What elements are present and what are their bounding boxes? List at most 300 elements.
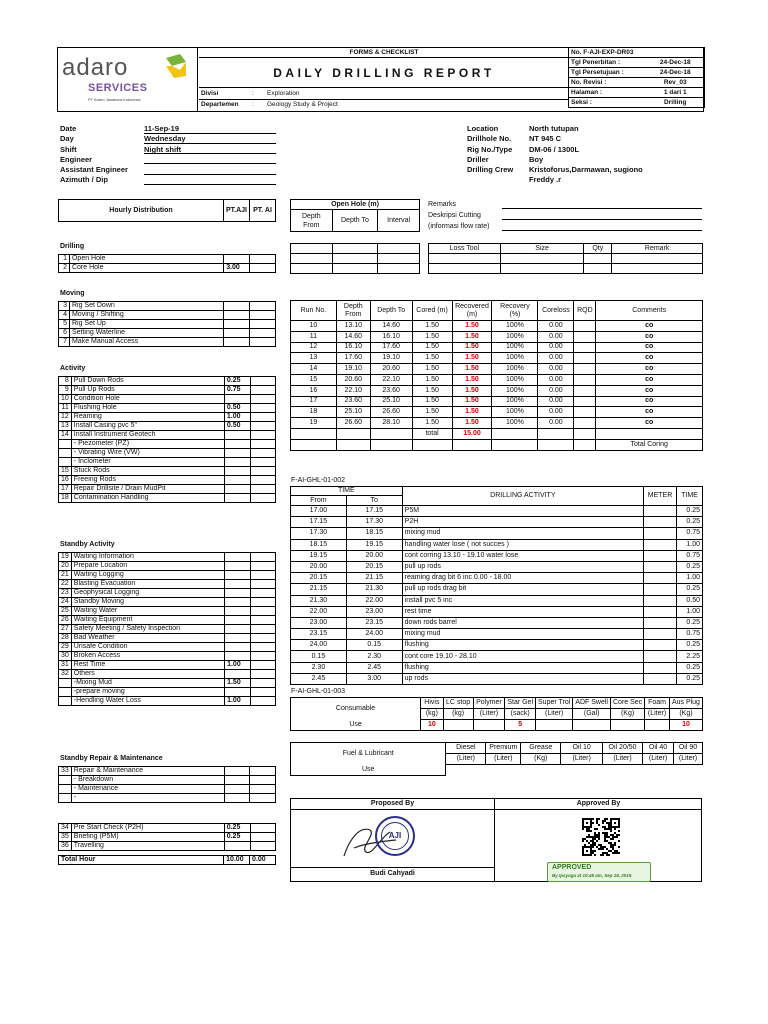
row-ai — [250, 643, 275, 652]
core-cell: 1.50 — [452, 374, 492, 385]
seal-text: AJI — [388, 831, 402, 840]
core-cell: 1.50 — [412, 353, 452, 364]
openhole-row — [291, 264, 420, 274]
hourly-col-aji: PT.AJI — [224, 200, 250, 222]
approved-by: Approved By — [576, 800, 621, 807]
consumable-value — [573, 720, 611, 731]
row-label: Broken Access — [71, 652, 224, 661]
row-number: 11 — [59, 404, 72, 413]
row-number: 16 — [59, 476, 72, 485]
core-cell: 1.50 — [412, 374, 452, 385]
row-ai — [250, 264, 276, 273]
row-ai — [250, 377, 275, 386]
fuel-unit: (Liter) — [486, 754, 521, 765]
activity-row — [291, 662, 703, 673]
meta-label: Halaman : — [569, 88, 647, 98]
company-seal-icon — [375, 816, 415, 856]
row-number — [59, 458, 72, 467]
info-row — [467, 175, 707, 185]
approved-stamp-label: APPROVED — [552, 864, 592, 871]
core-row — [291, 418, 703, 429]
row-aji — [224, 329, 250, 338]
core-cell: 18 — [291, 407, 337, 418]
openhole-interval: Interval — [378, 210, 420, 232]
core-row — [291, 353, 703, 364]
row-label: - Piezometer (PZ) — [71, 440, 224, 449]
row-number: 12 — [59, 413, 72, 422]
core-cell: 26.60 — [336, 418, 370, 429]
proposed-by: Proposed By — [370, 800, 415, 807]
row-ai — [250, 458, 275, 467]
openhole-rows — [290, 243, 420, 274]
core-cell: 17 — [291, 396, 337, 407]
row-number: 20 — [59, 562, 72, 571]
core-cell — [574, 364, 596, 375]
hourly-row — [59, 824, 276, 833]
core-cell: 1.50 — [412, 342, 452, 353]
row-number — [59, 688, 72, 697]
core-cell: 12 — [291, 342, 337, 353]
consumable-item: Aus Plug — [669, 698, 702, 709]
core-cell — [574, 418, 596, 429]
hourly-header — [58, 199, 276, 222]
row-aji — [224, 776, 250, 785]
info-label: Location — [467, 124, 499, 133]
row-aji — [224, 320, 250, 329]
row-ai — [250, 634, 275, 643]
row-number: 27 — [59, 625, 72, 634]
loss-tool-row — [429, 254, 703, 264]
row-aji: 0.25 — [224, 833, 250, 842]
row-ai — [250, 422, 275, 431]
row-ai — [250, 494, 275, 503]
activity-meter — [644, 606, 677, 617]
activity-from: 21.30 — [291, 595, 347, 606]
row-aji — [225, 571, 251, 580]
section-moving: Moving — [60, 290, 85, 297]
row-aji: 1.00 — [224, 413, 250, 422]
consumable-item: Foam — [645, 698, 670, 709]
consumable-items-row — [291, 698, 703, 709]
row-aji — [225, 643, 251, 652]
activity-time: 0.25 — [677, 617, 703, 628]
hourly-row — [59, 377, 276, 386]
activity-desc: cont core 19.10 - 28.10 — [402, 651, 643, 662]
activity-time: 0.25 — [677, 584, 703, 595]
core-cell — [574, 396, 596, 407]
activity-time: 0.75 — [677, 629, 703, 640]
activity-timecol-header: TIME — [677, 487, 703, 506]
core-cell: 13 — [291, 353, 337, 364]
activity-time: 1.00 — [677, 606, 703, 617]
consumable-unit: (kg) — [421, 709, 444, 720]
total-hour-table — [58, 855, 276, 865]
logo — [58, 48, 198, 111]
core-cell: 1.50 — [452, 407, 492, 418]
row-label: Briefing (P5M) — [71, 833, 224, 842]
row-label: Standby Moving — [71, 598, 224, 607]
row-label: Safety Meeting / Safety Inspection — [71, 625, 224, 634]
total-hour-label: Total Hour — [59, 855, 224, 864]
activity-time: 0.25 — [677, 506, 703, 517]
qr-code-icon — [582, 818, 620, 856]
fuel-table — [290, 742, 703, 776]
core-cell: co — [596, 385, 703, 396]
row-ai — [250, 311, 276, 320]
core-cell: 10 — [291, 321, 337, 332]
row-number: 31 — [59, 661, 72, 670]
core-cell: 1.50 — [452, 321, 492, 332]
row-label: Reaming — [71, 413, 224, 422]
activity-row — [291, 584, 703, 595]
activity-meter — [644, 662, 677, 673]
row-label: - Inclometer — [71, 458, 224, 467]
consumable-value: 5 — [505, 720, 536, 731]
hourly-row — [59, 413, 276, 422]
row-number: 9 — [59, 386, 72, 395]
hourly-row — [59, 598, 276, 607]
row-aji — [224, 395, 250, 404]
openhole-row — [291, 254, 420, 264]
activity-title: DRILLING ACTIVITY — [402, 487, 643, 506]
hourly-row — [59, 395, 276, 404]
row-number: 4 — [59, 311, 70, 320]
core-cell: 19 — [291, 418, 337, 429]
row-ai — [250, 413, 275, 422]
core-cell: 1.50 — [412, 396, 452, 407]
row-number: 25 — [59, 607, 72, 616]
activity-to: 23.00 — [346, 606, 402, 617]
core-header-col: Recovered (m) — [452, 301, 492, 321]
hourly-row — [59, 329, 276, 338]
row-label: -Mixing Mud — [71, 679, 224, 688]
row-number: 28 — [59, 634, 72, 643]
loss-tool-col: Size — [500, 244, 584, 254]
activity-meter — [644, 651, 677, 662]
consumable-table — [290, 697, 703, 731]
activity-meter — [644, 561, 677, 572]
activity-row — [291, 651, 703, 662]
row-label: -prepare moving — [71, 688, 224, 697]
fuel-use-label: Use — [291, 765, 446, 776]
row-ai — [250, 302, 276, 311]
row-ai — [250, 431, 275, 440]
hourly-row — [59, 643, 276, 652]
total-hour-aji: 10.00 — [224, 855, 250, 864]
row-number: 18 — [59, 494, 72, 503]
row-aji — [224, 485, 250, 494]
meta-row — [569, 68, 705, 78]
core-row — [291, 407, 703, 418]
row-label: Pull Down Rods — [71, 377, 224, 386]
row-label: Prepare Location — [71, 562, 224, 571]
loss-tool-table — [428, 243, 703, 274]
hourly-row — [59, 842, 276, 851]
activity-from: 18.15 — [291, 539, 347, 550]
fuel-item: Diesel — [446, 743, 486, 754]
consumable-item: Core Sec — [611, 698, 645, 709]
core-header-col: RQD — [574, 301, 596, 321]
openhole-depth-to: Depth To — [332, 210, 378, 232]
row-aji — [224, 302, 250, 311]
info-label: Drillhole No. — [467, 134, 512, 144]
row-aji — [224, 476, 250, 485]
core-cell: 100% — [492, 418, 538, 429]
row-label: Freeing Rods — [71, 476, 224, 485]
core-cell: co — [596, 342, 703, 353]
hourly-row — [59, 431, 276, 440]
activity-row — [291, 606, 703, 617]
activity-from: 22.00 — [291, 606, 347, 617]
activity-to: 20.00 — [346, 550, 402, 561]
info-label: Shift — [60, 144, 77, 154]
hourly-row — [59, 386, 276, 395]
activity-from: 17.15 — [291, 517, 347, 528]
core-cell: 16.10 — [370, 331, 412, 342]
core-cell: 100% — [492, 385, 538, 396]
info-value — [144, 155, 276, 165]
row-ai — [250, 776, 276, 785]
row-aji — [225, 634, 251, 643]
row-number: 34 — [59, 824, 72, 833]
activity-to: 18.15 — [346, 528, 402, 539]
row-number — [59, 776, 72, 785]
row-label: Waiting Information — [71, 553, 224, 562]
row-ai — [250, 553, 275, 562]
core-cell: 16.10 — [336, 342, 370, 353]
activity-from: 21.15 — [291, 584, 347, 595]
info-right — [467, 124, 707, 186]
core-cell: 100% — [492, 342, 538, 353]
meta-label: Tgl Persetujuan : — [569, 68, 647, 78]
activity-desc: down rods barrel — [402, 617, 643, 628]
row-aji — [224, 467, 250, 476]
consumable-use-label: Use — [291, 720, 421, 731]
activity-desc: mixing mud — [402, 528, 643, 539]
row-number: 10 — [59, 395, 72, 404]
row-label: Pull Up Rods — [71, 386, 224, 395]
activity-code: F-AI-GHL-01-002 — [291, 477, 346, 484]
meta-value: 24-Dec-18 — [647, 58, 705, 68]
activity-time: 0.25 — [677, 517, 703, 528]
row-ai — [250, 661, 275, 670]
consumable-value — [645, 720, 670, 731]
row-ai — [250, 679, 275, 688]
row-number: 29 — [59, 643, 72, 652]
activity-desc: handling water lose ( not succes ) — [402, 539, 643, 550]
hourly-row — [59, 571, 276, 580]
page-title: DAILY DRILLING REPORT — [199, 58, 569, 88]
core-cell: co — [596, 418, 703, 429]
row-label: - Maintenance — [71, 785, 224, 794]
core-cell: 19.10 — [370, 353, 412, 364]
core-cell: co — [596, 321, 703, 332]
row-label: Rig Set Up — [69, 320, 223, 329]
hourly-row — [59, 580, 276, 589]
total-hour-ai: 0.00 — [250, 855, 276, 864]
meta-row — [569, 78, 705, 88]
divisi-value: Exploration — [267, 90, 300, 97]
core-cell: 0.00 — [538, 364, 574, 375]
core-cell: 20.60 — [336, 374, 370, 385]
row-aji: 1.50 — [225, 679, 251, 688]
hourly-row — [59, 255, 276, 264]
remarks-label: Remarks — [428, 201, 457, 208]
row-ai — [250, 449, 275, 458]
repair-rows-table — [58, 766, 276, 803]
consumable-value — [443, 720, 473, 731]
meta-doc-no: No. F-AJI-EXP-DR03 — [569, 48, 705, 58]
activity-meter — [644, 673, 677, 684]
activity-to: 17.15 — [346, 506, 402, 517]
activity-time: 0.25 — [677, 673, 703, 684]
row-ai — [250, 616, 275, 625]
activity-desc: pull up rods — [402, 561, 643, 572]
info-row — [60, 124, 320, 134]
hourly-row — [59, 311, 276, 320]
core-cell — [574, 331, 596, 342]
hourly-row — [59, 616, 276, 625]
core-cell: 100% — [492, 407, 538, 418]
logo-tagline: PT Adaro Jasabara Indonesia — [88, 97, 141, 102]
core-cell: 25.10 — [370, 396, 412, 407]
activity-from: 20.15 — [291, 573, 347, 584]
row-label: Setting Waterline — [69, 329, 223, 338]
activity-desc: cont corring 13.10 - 19.10 water lose — [402, 550, 643, 561]
info-left — [60, 124, 320, 186]
row-label: -Hendling Water Loss — [71, 697, 224, 706]
logo-text: adaro — [62, 54, 129, 81]
row-ai — [250, 589, 275, 598]
row-number: 17 — [59, 485, 72, 494]
row-number: 19 — [59, 553, 72, 562]
consumable-use-row — [291, 720, 703, 731]
row-ai — [250, 467, 275, 476]
activity-meter — [644, 617, 677, 628]
info-row — [467, 134, 707, 144]
info-value: Freddy .r — [529, 175, 562, 185]
activity-time-header: TIME — [291, 487, 403, 496]
row-aji — [224, 785, 250, 794]
info-label: Date — [60, 124, 77, 133]
dept-value: Geology Study & Project — [267, 101, 338, 108]
row-number: 2 — [59, 264, 70, 273]
core-cell: 26.60 — [370, 407, 412, 418]
row-aji: 0.50 — [224, 422, 250, 431]
row-ai — [250, 338, 276, 347]
hourly-row — [59, 320, 276, 329]
standby-rows-table — [58, 552, 276, 706]
hourly-row — [59, 458, 276, 467]
activity-time: 1.00 — [677, 573, 703, 584]
activity-to-header: To — [346, 496, 402, 506]
loss-tool-row — [429, 264, 703, 274]
activity-from: 19.15 — [291, 550, 347, 561]
hourly-row — [59, 697, 276, 706]
row-ai — [250, 824, 275, 833]
consumable-unit: (Liter) — [645, 709, 670, 720]
row-aji — [224, 431, 250, 440]
row-number — [59, 440, 72, 449]
activity-from: 2.45 — [291, 673, 347, 684]
row-number: 24 — [59, 598, 72, 607]
core-cell: 0.00 — [538, 353, 574, 364]
row-aji — [224, 440, 250, 449]
activity-time: 0.50 — [677, 595, 703, 606]
row-ai — [250, 386, 275, 395]
hourly-row — [59, 476, 276, 485]
row-ai — [250, 562, 275, 571]
core-cell: 0.00 — [538, 407, 574, 418]
fuel-item: Oil 10 — [561, 743, 603, 754]
core-header-col: Run No. — [291, 301, 337, 321]
info-row — [467, 155, 707, 165]
hourly-row — [59, 422, 276, 431]
activity-row — [291, 517, 703, 528]
hourly-row — [59, 440, 276, 449]
consumable-value — [536, 720, 573, 731]
core-cell: co — [596, 331, 703, 342]
core-cell: 0.00 — [538, 374, 574, 385]
core-cell: 100% — [492, 321, 538, 332]
row-number: 26 — [59, 616, 72, 625]
hourly-row — [59, 625, 276, 634]
activity-meter — [644, 517, 677, 528]
info-row — [467, 124, 707, 134]
fuel-unit: (Liter) — [674, 754, 703, 765]
row-number: 32 — [59, 670, 72, 679]
row-label: Install Casing pvc 5" — [71, 422, 224, 431]
fuel-label: Fuel & Lubricant — [291, 743, 446, 765]
row-ai — [250, 404, 275, 413]
row-ai — [250, 697, 275, 706]
row-ai — [250, 440, 275, 449]
row-number: 36 — [59, 842, 72, 851]
row-aji — [224, 494, 250, 503]
consumable-item: LC stop — [443, 698, 473, 709]
info-value: Wednesday — [144, 134, 276, 144]
core-cell — [574, 342, 596, 353]
activity-time: 0.25 — [677, 640, 703, 651]
row-ai — [250, 320, 276, 329]
core-cell: 1.50 — [452, 331, 492, 342]
fuel-item: Oil 40 — [643, 743, 674, 754]
consumable-unit: (sack) — [505, 709, 536, 720]
hourly-row — [59, 553, 276, 562]
info-row — [60, 134, 320, 144]
activity-row — [291, 673, 703, 684]
core-cell: 0.00 — [538, 342, 574, 353]
row-label: Flushing Hole — [71, 404, 224, 413]
header — [57, 47, 704, 112]
info-value: Kristoforus,Darmawan, sugiono — [529, 165, 643, 175]
activity-row — [291, 506, 703, 517]
row-label: Geophysical Logging — [71, 589, 224, 598]
hourly-row — [59, 679, 276, 688]
core-row — [291, 396, 703, 407]
activity-rows-table — [58, 376, 276, 503]
row-number: 8 — [59, 377, 72, 386]
activity-meter — [644, 640, 677, 651]
row-number: 22 — [59, 580, 72, 589]
row-aji: 0.25 — [224, 377, 250, 386]
hourly-row — [59, 562, 276, 571]
core-total-row — [291, 428, 703, 439]
row-number — [59, 697, 72, 706]
fuel-item: Premium — [486, 743, 521, 754]
row-label: Condition Hole — [71, 395, 224, 404]
activity-to: 21.30 — [346, 584, 402, 595]
